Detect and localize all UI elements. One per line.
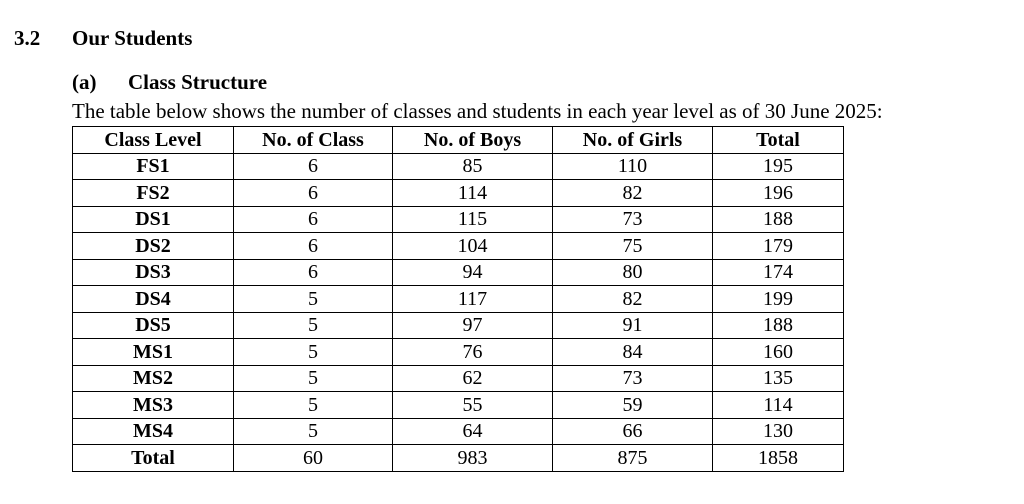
cell-no-of-boys: 94	[393, 259, 553, 286]
class-structure-table	[72, 126, 844, 472]
cell-total: 179	[713, 233, 844, 260]
subsection-label: (a)	[72, 70, 97, 94]
cell-class-level: DS4	[73, 286, 234, 313]
table-row	[73, 180, 844, 207]
cell-no-of-girls: 66	[553, 418, 713, 445]
cell-class-level: FS1	[73, 153, 234, 180]
cell-no-of-class: 5	[234, 418, 393, 445]
cell-total: 114	[713, 392, 844, 419]
cell-no-of-class: 5	[234, 312, 393, 339]
table-row	[73, 259, 844, 286]
cell-no-of-class: 6	[234, 206, 393, 233]
section-number: 3.2	[14, 26, 41, 50]
table-total-row	[73, 445, 844, 472]
cell-no-of-boys: 55	[393, 392, 553, 419]
cell-no-of-class: 6	[234, 153, 393, 180]
table-row	[73, 392, 844, 419]
cell-class-level: DS5	[73, 312, 234, 339]
header-total: Total	[713, 127, 844, 154]
table-row	[73, 418, 844, 445]
cell-total: 160	[713, 339, 844, 366]
cell-no-of-girls: 73	[553, 206, 713, 233]
cell-no-of-girls: 110	[553, 153, 713, 180]
cell-no-of-class: 6	[234, 233, 393, 260]
cell-no-of-class: 5	[234, 286, 393, 313]
cell-class-level: MS2	[73, 365, 234, 392]
cell-class-level: MS4	[73, 418, 234, 445]
cell-total: 188	[713, 312, 844, 339]
cell-no-of-boys: 117	[393, 286, 553, 313]
subsection-title: Class Structure	[128, 70, 268, 94]
cell-no-of-class: 5	[234, 392, 393, 419]
table-row	[73, 312, 844, 339]
cell-no-of-boys: 62	[393, 365, 553, 392]
cell-no-of-boys: 85	[393, 153, 553, 180]
cell-no-of-boys: 104	[393, 233, 553, 260]
cell-total: 199	[713, 286, 844, 313]
cell-no-of-boys: 76	[393, 339, 553, 366]
cell-total: 174	[713, 259, 844, 286]
cell-no-of-class: 5	[234, 339, 393, 366]
table-header-row	[73, 127, 844, 154]
cell-no-of-girls: 82	[553, 286, 713, 313]
cell-class-level: MS1	[73, 339, 234, 366]
cell-no-of-boys: 114	[393, 180, 553, 207]
cell-class-level: DS1	[73, 206, 234, 233]
total-no-of-class: 60	[234, 445, 393, 472]
cell-no-of-girls: 91	[553, 312, 713, 339]
cell-total: 135	[713, 365, 844, 392]
cell-total: 196	[713, 180, 844, 207]
table-row	[73, 339, 844, 366]
cell-no-of-boys: 115	[393, 206, 553, 233]
cell-no-of-boys: 64	[393, 418, 553, 445]
table-row	[73, 206, 844, 233]
cell-class-level: DS2	[73, 233, 234, 260]
table-row	[73, 286, 844, 313]
cell-total: 195	[713, 153, 844, 180]
cell-no-of-girls: 84	[553, 339, 713, 366]
header-no-of-boys: No. of Boys	[393, 127, 553, 154]
total-grand-total: 1858	[713, 445, 844, 472]
total-no-of-boys: 983	[393, 445, 553, 472]
cell-no-of-girls: 75	[553, 233, 713, 260]
cell-total: 188	[713, 206, 844, 233]
cell-class-level: FS2	[73, 180, 234, 207]
cell-no-of-girls: 73	[553, 365, 713, 392]
header-no-of-girls: No. of Girls	[553, 127, 713, 154]
total-no-of-girls: 875	[553, 445, 713, 472]
cell-total: 130	[713, 418, 844, 445]
cell-no-of-class: 5	[234, 365, 393, 392]
cell-no-of-boys: 97	[393, 312, 553, 339]
cell-no-of-girls: 80	[553, 259, 713, 286]
table-body	[73, 153, 844, 471]
header-class-level: Class Level	[73, 127, 234, 154]
section-title: Our Students	[72, 26, 193, 50]
cell-no-of-class: 6	[234, 180, 393, 207]
total-label: Total	[73, 445, 234, 472]
table-row	[73, 153, 844, 180]
intro-text: The table below shows the number of classes and students in each year level as of 30 June 2025:	[72, 99, 883, 123]
header-no-of-class: No. of Class	[234, 127, 393, 154]
cell-class-level: MS3	[73, 392, 234, 419]
table-row	[73, 233, 844, 260]
cell-class-level: DS3	[73, 259, 234, 286]
cell-no-of-girls: 59	[553, 392, 713, 419]
cell-no-of-girls: 82	[553, 180, 713, 207]
table-row	[73, 365, 844, 392]
cell-no-of-class: 6	[234, 259, 393, 286]
